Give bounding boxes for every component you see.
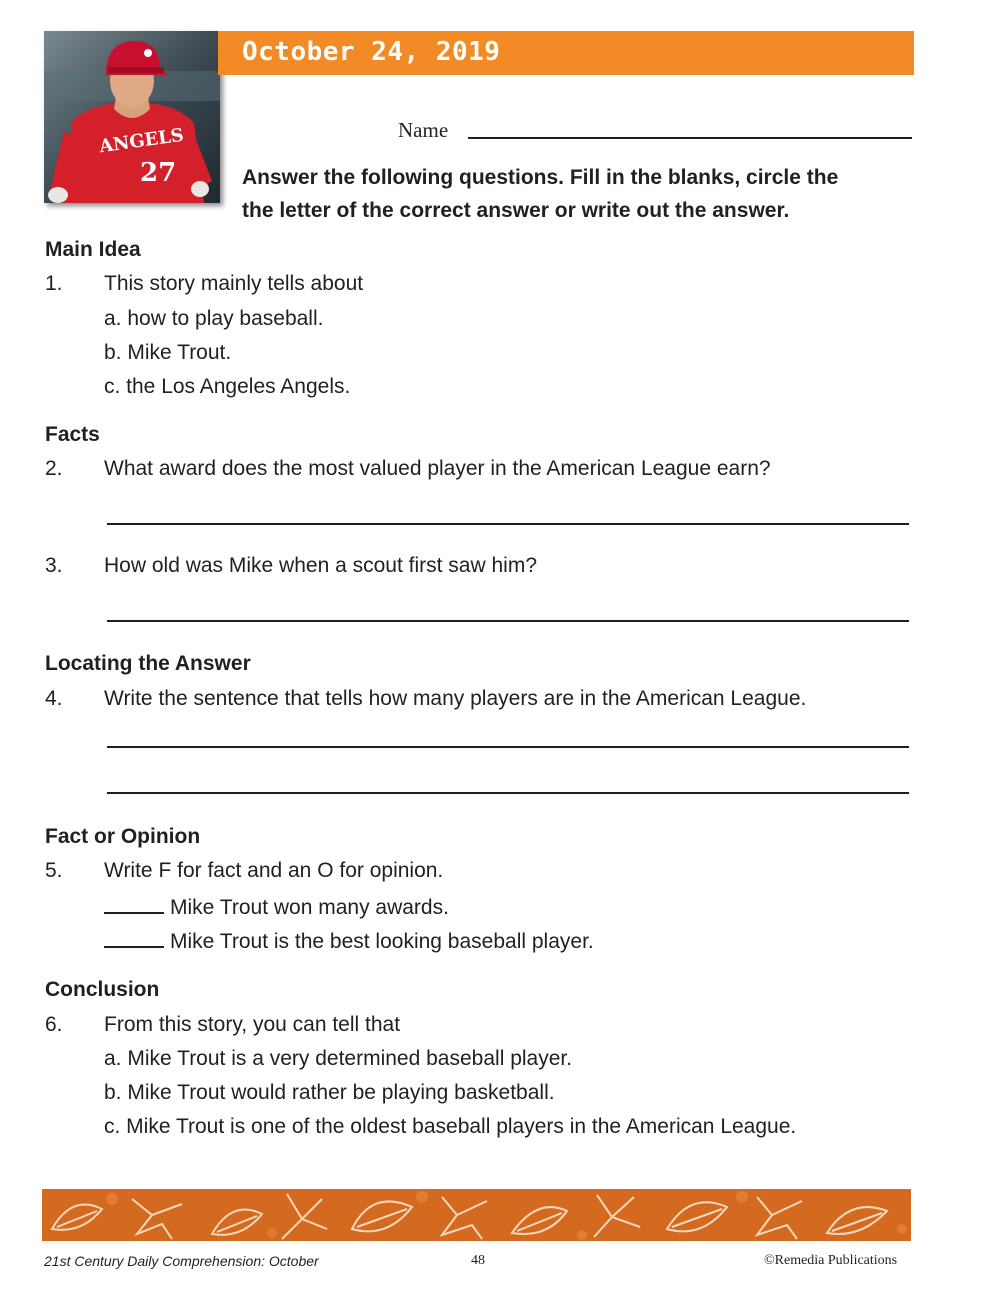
- question-4: Write the sentence that tells how many players are in the American League.: [104, 687, 807, 710]
- question-number: 4.: [45, 687, 63, 710]
- question-number: 3.: [45, 554, 63, 577]
- question-2: What award does the most valued player in the American League earn?: [104, 457, 771, 480]
- q1-option-b[interactable]: b. Mike Trout.: [104, 341, 232, 364]
- player-photo: [44, 31, 220, 203]
- heading-conclusion: Conclusion: [45, 978, 160, 1001]
- question-3: How old was Mike when a scout first saw him?: [104, 554, 537, 577]
- q5-statement-2: [104, 928, 594, 954]
- heading-facts: Facts: [45, 423, 100, 446]
- jersey-number: 27: [140, 158, 177, 188]
- heading-main-idea: Main Idea: [45, 238, 141, 261]
- fact-opinion-blank[interactable]: [104, 894, 164, 914]
- heading-fact-or-opinion: Fact or Opinion: [45, 825, 201, 848]
- fact-opinion-blank[interactable]: [104, 928, 164, 948]
- jersey-text: ANGELS: [97, 124, 186, 158]
- name-label: Name: [398, 118, 449, 142]
- instructions-line-1: Answer the following questions. Fill in the blanks, circle the: [242, 166, 839, 189]
- answer-line-q4-1[interactable]: [107, 746, 909, 748]
- q6-option-b[interactable]: b. Mike Trout would rather be playing basketball.: [104, 1081, 555, 1104]
- answer-line-q3[interactable]: [107, 620, 909, 622]
- q5-statement-2-text: Mike Trout is the best looking baseball player.: [170, 930, 594, 953]
- footer-page-number: 48: [471, 1253, 485, 1268]
- question-6: From this story, you can tell that: [104, 1013, 401, 1036]
- answer-line-q4-2[interactable]: [107, 792, 909, 794]
- question-number: 5.: [45, 859, 63, 882]
- heading-locating-answer: Locating the Answer: [45, 652, 251, 675]
- question-5: Write F for fact and an O for opinion.: [104, 859, 444, 882]
- instructions-line-2: the letter of the correct answer or write out the answer.: [242, 199, 790, 222]
- date-title: October 24, 2019: [242, 37, 501, 67]
- q1-option-c[interactable]: c. the Los Angeles Angels.: [104, 375, 351, 398]
- q5-statement-1: [104, 894, 449, 920]
- question-number: 6.: [45, 1013, 63, 1036]
- q6-option-a[interactable]: a. Mike Trout is a very determined baseball player.: [104, 1047, 573, 1070]
- name-input-line[interactable]: [468, 137, 912, 139]
- question-number: 2.: [45, 457, 63, 480]
- question-1: This story mainly tells about: [104, 272, 364, 295]
- question-number: 1.: [45, 272, 63, 295]
- footer-book-title: 21st Century Daily Comprehension: October: [44, 1253, 319, 1269]
- q5-statement-1-text: Mike Trout won many awards.: [170, 896, 449, 919]
- q6-option-c[interactable]: c. Mike Trout is one of the oldest baseball players in the American League.: [104, 1115, 797, 1138]
- autumn-leaves-band: [42, 1189, 911, 1241]
- q1-option-a[interactable]: a. how to play baseball.: [104, 307, 324, 330]
- answer-line-q2[interactable]: [107, 523, 909, 525]
- footer-publisher: ©Remedia Publications: [764, 1253, 898, 1268]
